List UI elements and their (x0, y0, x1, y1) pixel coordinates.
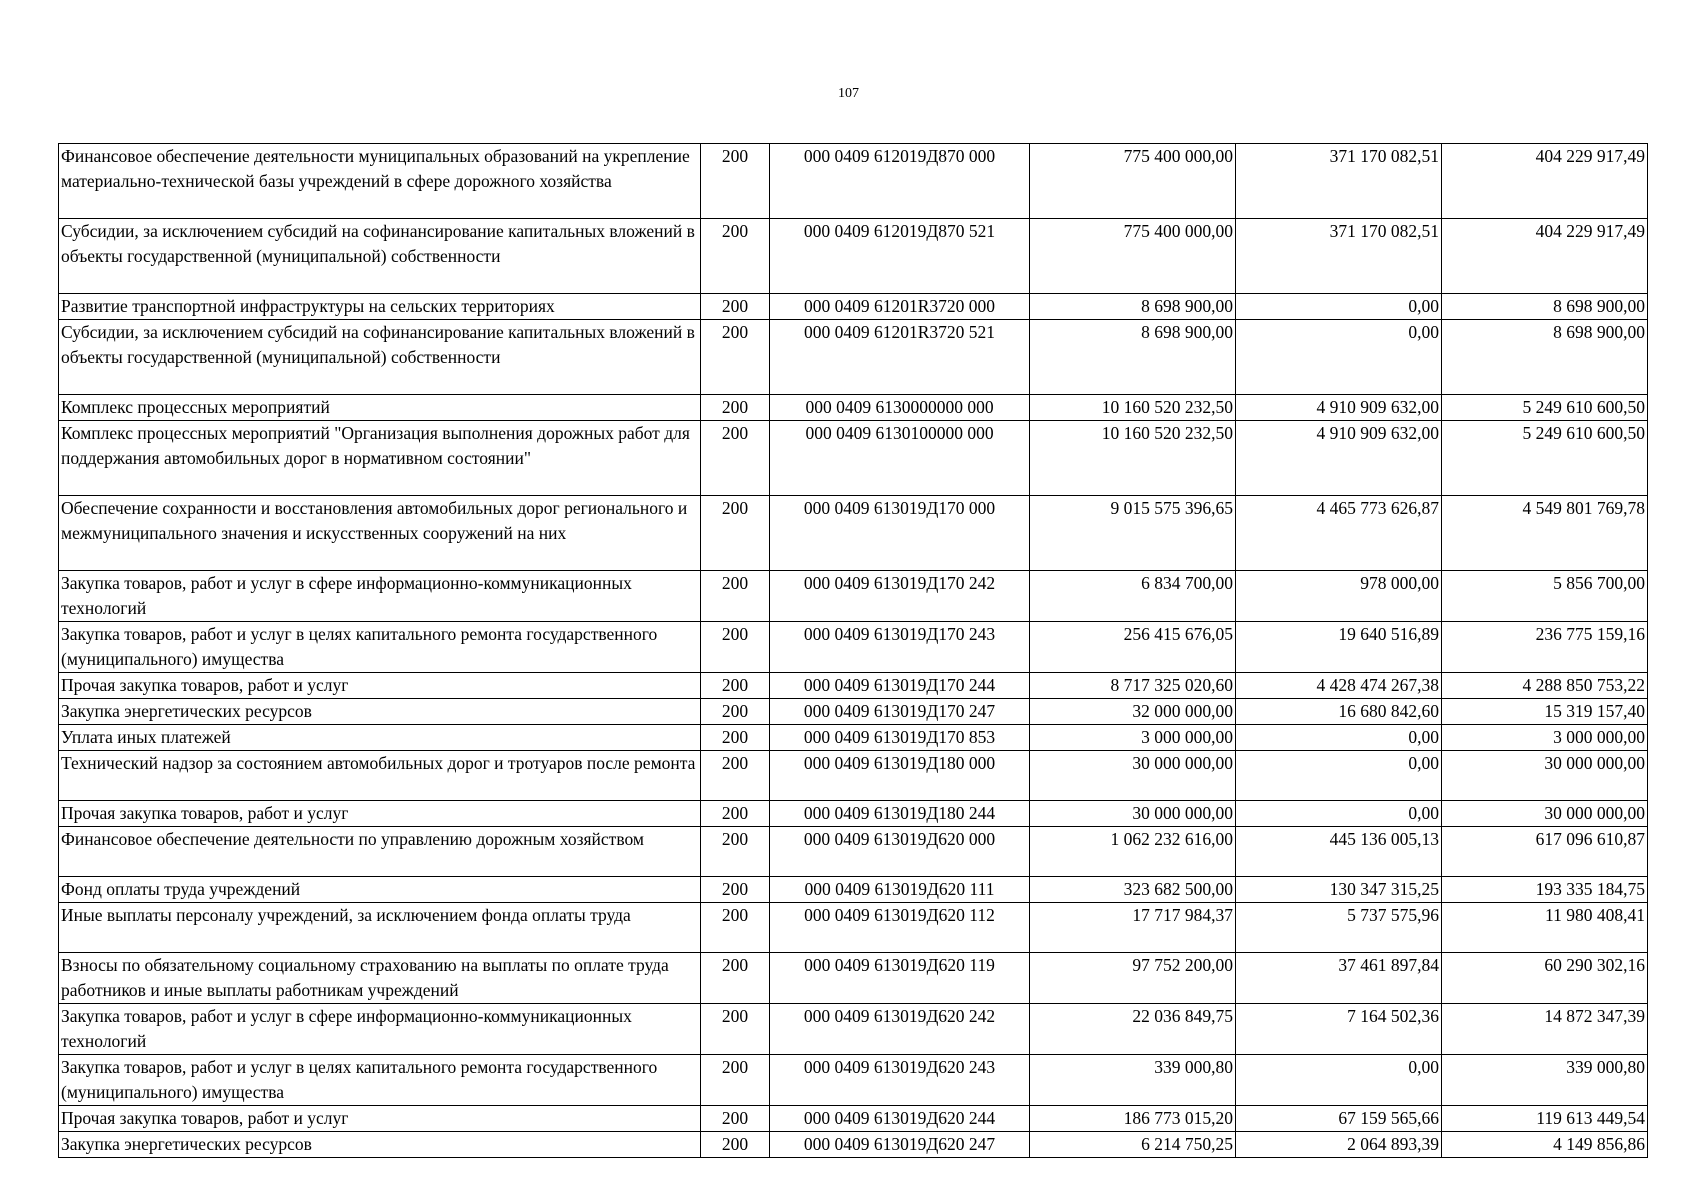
row-unexecuted: 404 229 917,49 (1442, 144, 1648, 219)
row-name: Обеспечение сохранности и восстановления автомобильных дорог регионального и межмуниципального значения и искусственных сооружений на них (59, 496, 701, 571)
row-unexecuted: 236 775 159,16 (1442, 622, 1648, 673)
table-row (59, 699, 1648, 725)
row-approved: 186 773 015,20 (1030, 1106, 1236, 1132)
row-code: 200 (701, 827, 770, 877)
row-unexecuted: 193 335 184,75 (1442, 877, 1648, 903)
row-code: 200 (701, 571, 770, 622)
row-name: Прочая закупка товаров, работ и услуг (59, 673, 701, 699)
row-name: Фонд оплаты труда учреждений (59, 877, 701, 903)
row-unexecuted: 4 288 850 753,22 (1442, 673, 1648, 699)
table-row (59, 1106, 1648, 1132)
row-classification: 000 0409 613019Д170 000 (770, 496, 1030, 571)
row-executed: 0,00 (1236, 751, 1442, 801)
row-classification: 000 0409 613019Д620 112 (770, 903, 1030, 953)
table-row (59, 903, 1648, 953)
row-approved: 10 160 520 232,50 (1030, 395, 1236, 421)
table-row (59, 294, 1648, 320)
row-approved: 22 036 849,75 (1030, 1004, 1236, 1055)
table-row (59, 953, 1648, 1004)
budget-table-body (59, 144, 1648, 1158)
row-approved: 323 682 500,00 (1030, 877, 1236, 903)
row-approved: 775 400 000,00 (1030, 219, 1236, 294)
row-name: Закупка товаров, работ и услуг в целях капитального ремонта государственного (муниципального) имущества (59, 1055, 701, 1106)
row-unexecuted: 617 096 610,87 (1442, 827, 1648, 877)
row-code: 200 (701, 144, 770, 219)
row-name: Комплекс процессных мероприятий (59, 395, 701, 421)
row-classification: 000 0409 613019Д620 247 (770, 1132, 1030, 1158)
row-classification: 000 0409 613019Д170 247 (770, 699, 1030, 725)
row-classification: 000 0409 613019Д620 000 (770, 827, 1030, 877)
row-name: Закупка товаров, работ и услуг в сфере информационно-коммуникационных технологий (59, 1004, 701, 1055)
row-approved: 10 160 520 232,50 (1030, 421, 1236, 496)
row-classification: 000 0409 61201R3720 000 (770, 294, 1030, 320)
row-approved: 9 015 575 396,65 (1030, 496, 1236, 571)
row-code: 200 (701, 320, 770, 395)
row-classification: 000 0409 613019Д170 242 (770, 571, 1030, 622)
row-name: Финансовое обеспечение деятельности по управлению дорожным хозяйством (59, 827, 701, 877)
row-code: 200 (701, 751, 770, 801)
table-row (59, 144, 1648, 219)
row-code: 200 (701, 801, 770, 827)
row-classification: 000 0409 613019Д620 243 (770, 1055, 1030, 1106)
table-row (59, 751, 1648, 801)
row-classification: 000 0409 61201R3720 521 (770, 320, 1030, 395)
row-code: 200 (701, 953, 770, 1004)
row-unexecuted: 8 698 900,00 (1442, 294, 1648, 320)
row-unexecuted: 339 000,80 (1442, 1055, 1648, 1106)
row-classification: 000 0409 613019Д170 244 (770, 673, 1030, 699)
row-classification: 000 0409 613019Д620 119 (770, 953, 1030, 1004)
row-classification: 000 0409 613019Д620 111 (770, 877, 1030, 903)
row-executed: 67 159 565,66 (1236, 1106, 1442, 1132)
row-executed: 445 136 005,13 (1236, 827, 1442, 877)
row-unexecuted: 30 000 000,00 (1442, 751, 1648, 801)
row-code: 200 (701, 1055, 770, 1106)
page-number: 107 (838, 86, 859, 101)
row-name: Субсидии, за исключением субсидий на софинансирование капитальных вложений в объекты государственной (муниципальной) собственности (59, 320, 701, 395)
row-approved: 256 415 676,05 (1030, 622, 1236, 673)
row-approved: 17 717 984,37 (1030, 903, 1236, 953)
row-approved: 6 834 700,00 (1030, 571, 1236, 622)
row-name: Финансовое обеспечение деятельности муниципальных образований на укрепление материально-технической базы учреждений в сфере дорожного хозяйства (59, 144, 701, 219)
row-code: 200 (701, 699, 770, 725)
row-code: 200 (701, 622, 770, 673)
row-name: Комплекс процессных мероприятий "Организация выполнения дорожных работ для поддержания автомобильных дорог в нормативном состоянии" (59, 421, 701, 496)
row-name: Уплата иных платежей (59, 725, 701, 751)
table-row (59, 827, 1648, 877)
row-approved: 30 000 000,00 (1030, 801, 1236, 827)
budget-table (58, 143, 1648, 1158)
row-approved: 8 698 900,00 (1030, 320, 1236, 395)
row-approved: 32 000 000,00 (1030, 699, 1236, 725)
row-classification: 000 0409 6130000000 000 (770, 395, 1030, 421)
row-code: 200 (701, 673, 770, 699)
table-row (59, 395, 1648, 421)
row-classification: 000 0409 6130100000 000 (770, 421, 1030, 496)
table-row (59, 1132, 1648, 1158)
table-row (59, 320, 1648, 395)
row-approved: 775 400 000,00 (1030, 144, 1236, 219)
row-unexecuted: 15 319 157,40 (1442, 699, 1648, 725)
row-name: Субсидии, за исключением субсидий на софинансирование капитальных вложений в объекты государственной (муниципальной) собственности (59, 219, 701, 294)
row-name: Закупка энергетических ресурсов (59, 1132, 701, 1158)
row-unexecuted: 5 249 610 600,50 (1442, 395, 1648, 421)
row-code: 200 (701, 725, 770, 751)
table-row (59, 496, 1648, 571)
row-code: 200 (701, 1132, 770, 1158)
row-code: 200 (701, 496, 770, 571)
row-unexecuted: 60 290 302,16 (1442, 953, 1648, 1004)
row-executed: 7 164 502,36 (1236, 1004, 1442, 1055)
row-executed: 2 064 893,39 (1236, 1132, 1442, 1158)
row-approved: 30 000 000,00 (1030, 751, 1236, 801)
row-executed: 19 640 516,89 (1236, 622, 1442, 673)
row-unexecuted: 4 149 856,86 (1442, 1132, 1648, 1158)
row-executed: 130 347 315,25 (1236, 877, 1442, 903)
row-unexecuted: 4 549 801 769,78 (1442, 496, 1648, 571)
row-unexecuted: 14 872 347,39 (1442, 1004, 1648, 1055)
row-executed: 4 910 909 632,00 (1236, 421, 1442, 496)
row-name: Закупка товаров, работ и услуг в сфере информационно-коммуникационных технологий (59, 571, 701, 622)
table-row (59, 571, 1648, 622)
row-approved: 97 752 200,00 (1030, 953, 1236, 1004)
row-executed: 0,00 (1236, 320, 1442, 395)
row-executed: 4 428 474 267,38 (1236, 673, 1442, 699)
row-classification: 000 0409 613019Д180 000 (770, 751, 1030, 801)
row-name: Прочая закупка товаров, работ и услуг (59, 1106, 701, 1132)
row-approved: 8 717 325 020,60 (1030, 673, 1236, 699)
row-approved: 6 214 750,25 (1030, 1132, 1236, 1158)
row-approved: 3 000 000,00 (1030, 725, 1236, 751)
row-code: 200 (701, 395, 770, 421)
row-code: 200 (701, 421, 770, 496)
row-executed: 0,00 (1236, 1055, 1442, 1106)
table-row (59, 219, 1648, 294)
row-executed: 0,00 (1236, 294, 1442, 320)
row-unexecuted: 30 000 000,00 (1442, 801, 1648, 827)
row-classification: 000 0409 613019Д170 853 (770, 725, 1030, 751)
row-approved: 1 062 232 616,00 (1030, 827, 1236, 877)
row-code: 200 (701, 294, 770, 320)
row-unexecuted: 119 613 449,54 (1442, 1106, 1648, 1132)
table-row (59, 673, 1648, 699)
row-classification: 000 0409 612019Д870 000 (770, 144, 1030, 219)
table-row (59, 421, 1648, 496)
row-executed: 978 000,00 (1236, 571, 1442, 622)
row-executed: 4 910 909 632,00 (1236, 395, 1442, 421)
row-code: 200 (701, 1106, 770, 1132)
row-executed: 16 680 842,60 (1236, 699, 1442, 725)
row-name: Развитие транспортной инфраструктуры на сельских территориях (59, 294, 701, 320)
row-approved: 8 698 900,00 (1030, 294, 1236, 320)
row-executed: 5 737 575,96 (1236, 903, 1442, 953)
table-row (59, 1055, 1648, 1106)
row-name: Иные выплаты персоналу учреждений, за исключением фонда оплаты труда (59, 903, 701, 953)
row-code: 200 (701, 877, 770, 903)
row-code: 200 (701, 903, 770, 953)
row-classification: 000 0409 613019Д180 244 (770, 801, 1030, 827)
row-classification: 000 0409 612019Д870 521 (770, 219, 1030, 294)
row-unexecuted: 5 249 610 600,50 (1442, 421, 1648, 496)
row-name: Закупка товаров, работ и услуг в целях капитального ремонта государственного (муниципального) имущества (59, 622, 701, 673)
row-code: 200 (701, 1004, 770, 1055)
row-unexecuted: 3 000 000,00 (1442, 725, 1648, 751)
row-executed: 37 461 897,84 (1236, 953, 1442, 1004)
row-code: 200 (701, 219, 770, 294)
row-name: Технический надзор за состоянием автомобильных дорог и тротуаров после ремонта (59, 751, 701, 801)
row-executed: 371 170 082,51 (1236, 219, 1442, 294)
row-classification: 000 0409 613019Д170 243 (770, 622, 1030, 673)
row-unexecuted: 8 698 900,00 (1442, 320, 1648, 395)
table-row (59, 801, 1648, 827)
row-executed: 0,00 (1236, 725, 1442, 751)
row-unexecuted: 5 856 700,00 (1442, 571, 1648, 622)
row-unexecuted: 404 229 917,49 (1442, 219, 1648, 294)
row-name: Прочая закупка товаров, работ и услуг (59, 801, 701, 827)
row-classification: 000 0409 613019Д620 244 (770, 1106, 1030, 1132)
table-row (59, 725, 1648, 751)
row-name: Взносы по обязательному социальному страхованию на выплаты по оплате труда работников и иные выплаты работникам учреждений (59, 953, 701, 1004)
row-executed: 4 465 773 626,87 (1236, 496, 1442, 571)
table-row (59, 622, 1648, 673)
row-executed: 371 170 082,51 (1236, 144, 1442, 219)
row-unexecuted: 11 980 408,41 (1442, 903, 1648, 953)
row-name: Закупка энергетических ресурсов (59, 699, 701, 725)
table-row (59, 877, 1648, 903)
row-classification: 000 0409 613019Д620 242 (770, 1004, 1030, 1055)
table-row (59, 1004, 1648, 1055)
row-approved: 339 000,80 (1030, 1055, 1236, 1106)
row-executed: 0,00 (1236, 801, 1442, 827)
